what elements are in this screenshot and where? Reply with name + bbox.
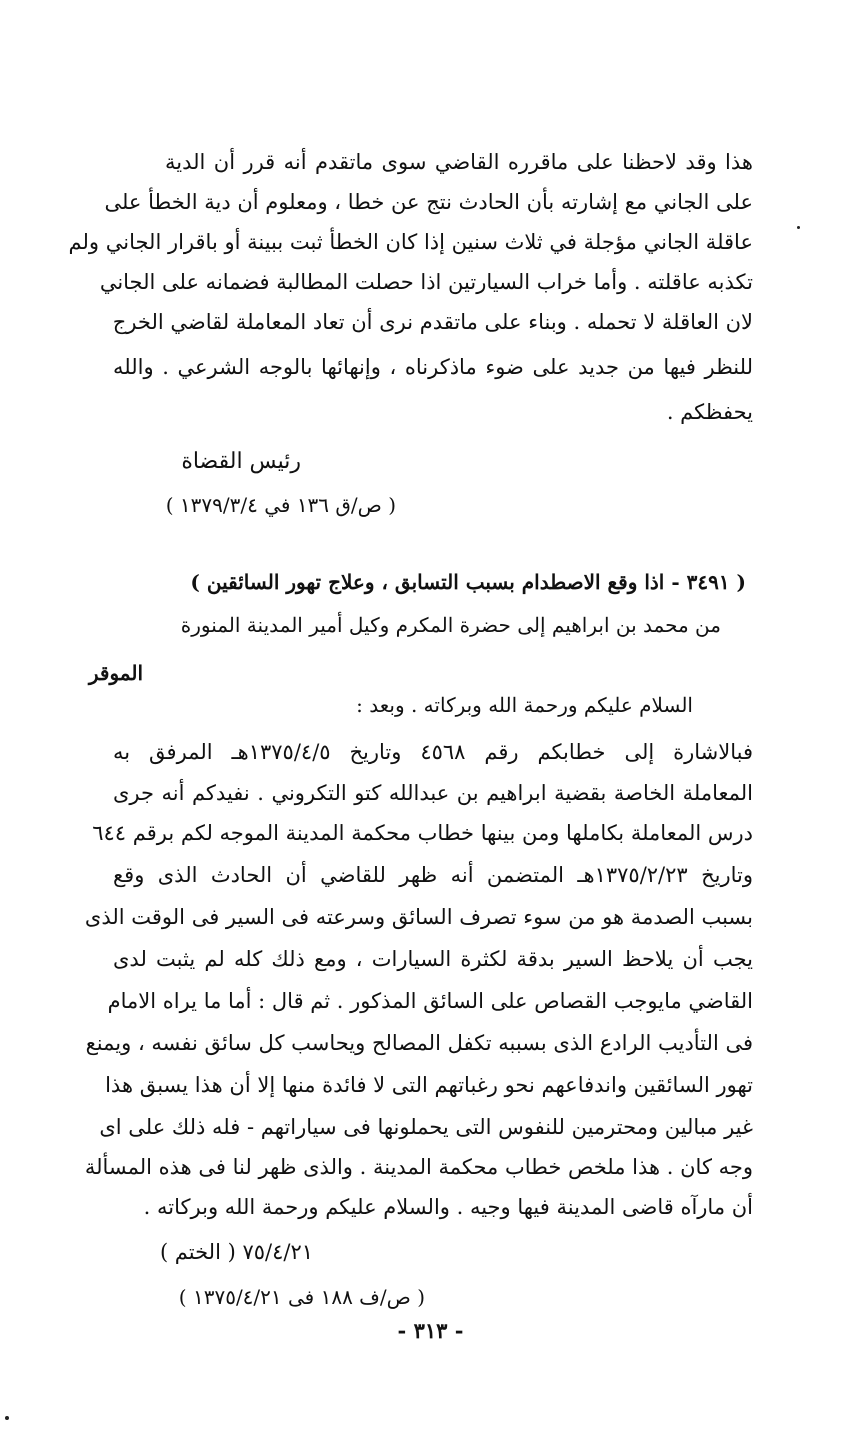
- scan-speck: [5, 1416, 9, 1420]
- addressee-honorific: الموقر: [88, 661, 143, 685]
- paragraph-line: يجب أن يلاحظ السير بدقة لكثرة السيارات ، ومع ذلك كله لم يثبت لدى: [113, 947, 753, 971]
- date-line: ٧٥/٤/٢١ ( الختم ): [159, 1240, 313, 1264]
- paragraph-line: أن مارآه قاضى المدينة فيها وجيه . والسلام عليكم ورحمة الله وبركاته .: [143, 1195, 753, 1219]
- paragraph-line: تكذبه عاقلته . وأما خراب السيارتين اذا حصلت المطالبة فضمانه على الجاني: [99, 270, 753, 294]
- paragraph-line: المعاملة الخاصة بقضية ابراهيم بن عبدالله كتو التكروني . نفيدكم أنه جرى: [113, 781, 753, 805]
- paragraph-line: لان العاقلة لا تحمله . وبناء على ماتقدم نرى أن تعاد المعاملة لقاضي الخرج: [112, 310, 753, 334]
- signature-title: رئيس القضاة: [181, 449, 301, 474]
- letter-from-line: من محمد بن ابراهيم إلى حضرة المكرم وكيل أمير المدينة المنورة: [180, 613, 721, 637]
- paragraph-line: وجه كان . هذا ملخص خطاب محكمة المدينة . والذى ظهر لنا فى هذه المسألة: [84, 1155, 753, 1179]
- paragraph-line: القاضي مايوجب القصاص على السائق المذكور . ثم قال : أما ما يراه الامام: [107, 989, 753, 1013]
- paragraph-line: يحفظكم .: [666, 400, 753, 424]
- paragraph-line: عاقلة الجاني مؤجلة في ثلاث سنين إذا كان الخطأ ثبت ببينة أو باقرار الجاني ولم: [68, 230, 753, 254]
- section-heading: ( ٣٤٩١ - اذا وقع الاصطدام بسبب التسابق ، وعلاج تهور السائقين ): [190, 570, 746, 594]
- scan-speck: [797, 226, 800, 229]
- paragraph-line: درس المعاملة بكاملها ومن بينها خطاب محكمة المدينة الموجه لكم برقم ٦٤٤: [92, 821, 753, 845]
- paragraph-line: هذا وقد لاحظنا على ماقرره القاضي سوى ماتقدم أنه قرر أن الدية: [165, 150, 753, 174]
- paragraph-line: بسبب الصدمة هو من سوء تصرف السائق وسرعته فى السير فى الوقت الذى: [84, 905, 753, 929]
- greeting-line: السلام عليكم ورحمة الله وبركاته . وبعد :: [356, 693, 693, 717]
- paragraph-line: للنظر فيها من جديد على ضوء ماذكرناه ، وإنهائها بالوجه الشرعي . والله: [113, 355, 753, 379]
- reference-note: ( ص/ف ١٨٨ فى ١٣٧٥/٤/٢١ ): [178, 1285, 425, 1309]
- paragraph-line: تهور السائقين واندفاعهم نحو رغباتهم التى لا فائدة منها إلا أن هذا يسبق هذا: [105, 1073, 753, 1097]
- page-number: - ٣١٣ -: [397, 1318, 464, 1343]
- paragraph-line: على الجاني مع إشارته بأن الحادث نتج عن خطا ، ومعلوم أن دية الخطأ على: [104, 190, 753, 214]
- paragraph-line: فى التأديب الرادع الذى بسببه تكفل المصالح ويحاسب كل سائق نفسه ، ويمنع: [85, 1031, 753, 1055]
- paragraph-line: فبالاشارة إلى خطابكم رقم ٤٥٦٨ وتاريخ ١٣٧٥/٤/٥هـ المرفق به: [113, 740, 753, 764]
- paragraph-line: غير مبالين ومحترمين للنفوس التى يحملونها فى سياراتهم - فله ذلك على اى: [99, 1115, 753, 1139]
- reference-note: ( ص/ق ١٣٦ في ١٣٧٩/٣/٤ ): [165, 493, 396, 517]
- paragraph-line: وتاريخ ١٣٧٥/٢/٢٣هـ المتضمن أنه ظهر للقاضي أن الحادث الذى وقع: [113, 863, 753, 887]
